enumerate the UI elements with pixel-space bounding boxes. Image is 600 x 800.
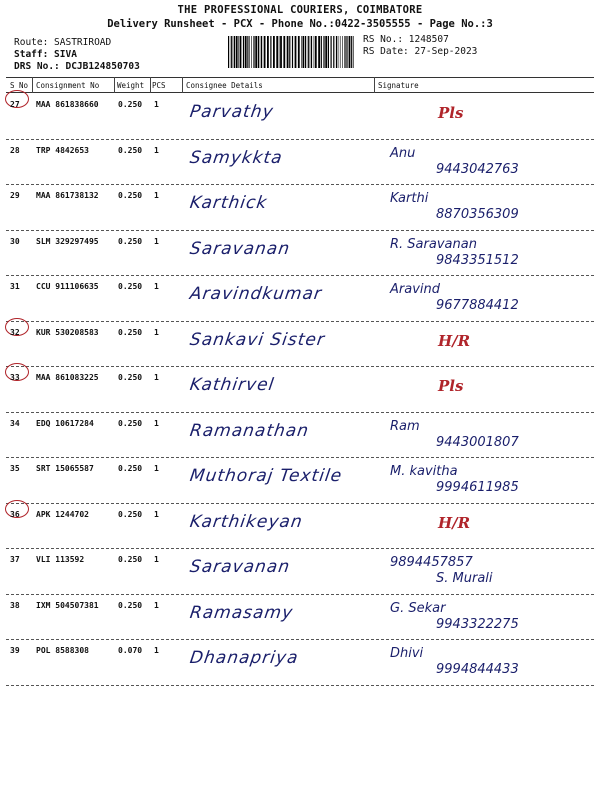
serial-number: 37 (10, 555, 20, 564)
col-divider (150, 77, 151, 93)
weight-value: 0.250 (118, 464, 143, 473)
weight-value: 0.250 (118, 236, 143, 246)
signature-phone: 9443042763 (436, 161, 519, 177)
table-row (6, 549, 594, 595)
runsheet-table (6, 77, 594, 93)
runsheet-subtitle: Delivery Runsheet - PCX - Phone No.:0422-3505555 - Page No.:3 (107, 18, 493, 30)
table-row (6, 458, 594, 504)
weight-value: 0.250 (118, 555, 143, 564)
staff-label: Staff: SIVA (14, 49, 77, 60)
consignee-handwritten-name: Samykkta (188, 147, 285, 168)
consignment-number: SLM 329297495 (36, 236, 99, 246)
pieces-value: 1 (154, 646, 159, 655)
table-row (6, 231, 594, 277)
consignment-number: SRT 15065587 (36, 464, 94, 473)
weight-value: 0.250 (118, 418, 143, 428)
rs-date: RS Date: 27-Sep-2023 (363, 46, 478, 57)
signature-mark: H/R (438, 331, 471, 350)
consignment-number: POL 8588308 (36, 646, 89, 655)
consignee-handwritten-name: Karthick (188, 193, 269, 213)
signature-phone: 9943322275 (436, 616, 519, 632)
consignment-number: CCU 911106635 (36, 282, 99, 291)
consignment-number: EDQ 10617284 (36, 418, 94, 428)
serial-number: 38 (10, 600, 20, 610)
signature-text: Ram (390, 418, 420, 434)
company-title: THE PROFESSIONAL COURIERS, COIMBATORE (177, 4, 423, 16)
consignee-handwritten-name: Sankavi Sister (188, 329, 327, 350)
signature-text: Anu (390, 145, 416, 161)
col-signature: Signature (378, 81, 419, 90)
weight-value: 0.250 (118, 100, 143, 109)
serial-number: 31 (10, 282, 20, 291)
col-divider (114, 77, 115, 93)
serial-number: 32 (10, 327, 20, 337)
table-row (6, 640, 594, 686)
consignment-number: MAA 861738132 (36, 191, 99, 200)
pieces-value: 1 (154, 509, 159, 519)
serial-number: 30 (10, 236, 20, 246)
runsheet-meta-left (14, 37, 140, 73)
table-row (6, 367, 594, 413)
consignee-handwritten-name: Ramanathan (188, 420, 311, 441)
weight-value: 0.070 (118, 646, 143, 655)
consignment-number: IXM 504507381 (36, 600, 99, 610)
signature-phone: S. Murali (436, 571, 493, 586)
col-weight: Weight (117, 81, 145, 90)
col-consignee: Consignee Details (186, 81, 263, 90)
consignee-handwritten-name: Karthikeyan (188, 511, 305, 532)
signature-text: R. Saravanan (390, 236, 477, 252)
route-label: Route: SASTRIROAD (14, 37, 112, 48)
weight-value: 0.250 (118, 373, 143, 382)
consignee-handwritten-name: Aravindkumar (188, 284, 324, 304)
consignee-handwritten-name: Parvathy (188, 102, 276, 122)
serial-number: 39 (10, 646, 20, 655)
consignment-number: TRP 4842653 (36, 145, 89, 155)
runsheet-meta-right (363, 34, 477, 58)
signature-text: Dhivi (390, 646, 424, 661)
signature-phone: 9677884412 (436, 298, 519, 313)
serial-number: 28 (10, 145, 20, 155)
serial-number: 29 (10, 191, 20, 200)
consignment-number: APK 1244702 (36, 509, 89, 519)
signature-mark: H/R (438, 513, 471, 532)
signature-text: Karthi (390, 191, 429, 206)
rs-number: RS No.: 1248507 (363, 34, 449, 45)
signature-phone: 9843351512 (436, 252, 519, 268)
pieces-value: 1 (154, 464, 159, 473)
consignment-number: MAA 861083225 (36, 373, 99, 382)
table-row (6, 504, 594, 550)
table-row (6, 413, 594, 459)
pieces-value: 1 (154, 373, 159, 382)
drs-number: DRS No.: DCJB124850703 (14, 61, 140, 72)
signature-text: G. Sekar (390, 600, 446, 616)
signature-phone: 8870356309 (436, 207, 519, 222)
serial-number: 36 (10, 509, 20, 519)
consignment-number: VLI 113592 (36, 555, 85, 564)
table-row (6, 595, 594, 641)
col-divider (32, 77, 33, 93)
serial-number: 34 (10, 418, 20, 428)
pieces-value: 1 (154, 327, 159, 337)
serial-number: 33 (10, 373, 20, 382)
weight-value: 0.250 (118, 509, 143, 519)
table-row (6, 185, 594, 231)
pieces-value: 1 (154, 145, 159, 155)
table-row (6, 94, 594, 140)
consignee-handwritten-name: Kathirvel (188, 375, 276, 395)
col-pcs: PCS (152, 81, 166, 90)
signature-text: M. kavitha (390, 464, 458, 479)
consignment-number: KUR 530208583 (36, 327, 99, 337)
consignee-handwritten-name: Muthoraj Textile (188, 466, 344, 486)
consignee-handwritten-name: Saravanan (188, 557, 292, 577)
barcode-image (228, 36, 356, 68)
consignee-handwritten-name: Saravanan (188, 238, 292, 259)
serial-number: 27 (10, 100, 20, 109)
table-row (6, 140, 594, 186)
signature-text: Aravind (390, 282, 441, 297)
weight-value: 0.250 (118, 191, 143, 200)
weight-value: 0.250 (118, 282, 143, 291)
signature-phone: 9443001807 (436, 434, 519, 450)
signature-phone: 9994844433 (436, 662, 519, 677)
consignee-handwritten-name: Dhanapriya (188, 648, 300, 668)
col-consignment: Consignment No (36, 81, 100, 90)
pieces-value: 1 (154, 600, 159, 610)
signature-mark: Pls (438, 104, 464, 122)
table-row (6, 322, 594, 368)
table-row (6, 276, 594, 322)
pieces-value: 1 (154, 418, 159, 428)
consignee-handwritten-name: Ramasamy (188, 602, 295, 623)
weight-value: 0.250 (118, 145, 143, 155)
signature-mark: Pls (438, 377, 464, 395)
weight-value: 0.250 (118, 327, 143, 337)
serial-number: 35 (10, 464, 20, 473)
table-header (6, 77, 594, 93)
col-divider (374, 77, 375, 93)
col-sno: S No (10, 81, 29, 90)
weight-value: 0.250 (118, 600, 143, 610)
pieces-value: 1 (154, 191, 159, 200)
pieces-value: 1 (154, 236, 159, 246)
signature-phone: 9994611985 (436, 480, 519, 495)
pieces-value: 1 (154, 100, 159, 109)
col-divider (182, 77, 183, 93)
consignment-number: MAA 861838660 (36, 100, 99, 109)
pieces-value: 1 (154, 555, 159, 564)
pieces-value: 1 (154, 282, 159, 291)
signature-text: 9894457857 (390, 555, 473, 570)
